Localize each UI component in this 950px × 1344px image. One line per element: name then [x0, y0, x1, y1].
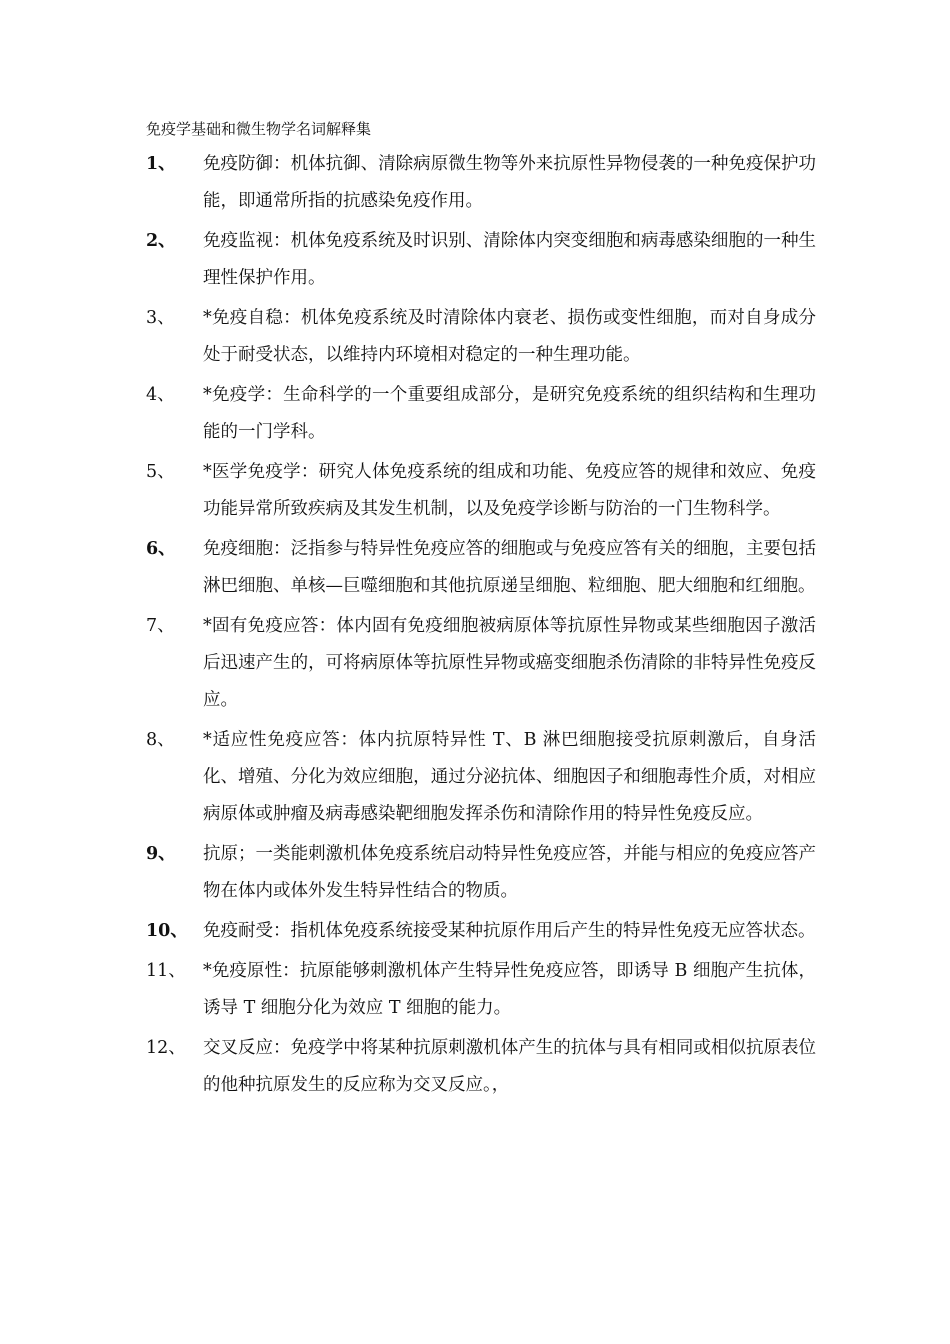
entry-number: 7、	[146, 616, 175, 636]
entry-text: *免疫自稳：机体免疫系统及时清除体内衰老、损伤或变性细胞，而对自身成分处于耐受状态，以维持内环境相对稳定的一种生理功能。	[203, 308, 816, 365]
entry-number: 12、	[146, 1038, 186, 1058]
entry-number: 5、	[146, 462, 175, 482]
glossary-entry-7	[146, 608, 816, 719]
entry-number: 1、	[146, 154, 176, 174]
entry-number: 3、	[146, 308, 175, 328]
glossary-entry-10	[146, 913, 816, 950]
entry-text: 交叉反应：免疫学中将某种抗原刺激机体产生的抗体与具有相同或相似抗原表位的他种抗原发生的反应称为交叉反应。，	[203, 1038, 816, 1095]
entry-number: 8、	[146, 730, 175, 750]
glossary-entry-8	[146, 722, 816, 833]
entry-text: *适应性免疫应答：体内抗原特异性 T、B 淋巴细胞接受抗原刺激后，自身活化、增殖、分化为效应细胞，通过分泌抗体、细胞因子和细胞毒性介质，对相应病原体或肿瘤及病毒感染靶细胞发挥杀伤和清除作用的特异性免疫反应。	[203, 730, 816, 824]
entry-text: 抗原；一类能刺激机体免疫系统启动特异性免疫应答，并能与相应的免疫应答产物在体内或体外发生特异性结合的物质。	[203, 844, 816, 901]
glossary-entry-6	[146, 531, 816, 605]
entry-number: 10、	[146, 921, 188, 941]
entry-number: 4、	[146, 385, 175, 405]
document-title: 免疫学基础和微生物学名词解释集	[146, 120, 372, 138]
entry-text: 免疫防御：机体抗御、清除病原微生物等外来抗原性异物侵袭的一种免疫保护功能，即通常所指的抗感染免疫作用。	[203, 154, 816, 211]
entry-text: *医学免疫学：研究人体免疫系统的组成和功能、免疫应答的规律和效应、免疫功能异常所致疾病及其发生机制，以及免疫学诊断与防治的一门生物科学。	[203, 462, 816, 519]
glossary-entry-12	[146, 1030, 816, 1104]
entry-text: *固有免疫应答：体内固有免疫细胞被病原体等抗原性异物或某些细胞因子激活后迅速产生的，可将病原体等抗原性异物或癌变细胞杀伤清除的非特异性免疫反应。	[203, 616, 816, 710]
entry-number: 11、	[146, 961, 186, 981]
entry-text: *免疫原性：抗原能够刺激机体产生特异性免疫应答，即诱导 B 细胞产生抗体，诱导 T 细胞分化为效应 T 细胞的能力。	[203, 961, 816, 1018]
glossary-entry-2	[146, 223, 816, 297]
glossary-entry-3	[146, 300, 816, 374]
entry-text: 免疫监视：机体免疫系统及时识别、清除体内突变细胞和病毒感染细胞的一种生理性保护作用。	[203, 231, 816, 288]
glossary-entry-9	[146, 836, 816, 910]
entry-number: 2、	[146, 231, 176, 251]
glossary-entry-11	[146, 953, 816, 1027]
entry-number: 6、	[146, 539, 176, 559]
entry-text: 免疫细胞：泛指参与特异性免疫应答的细胞或与免疫应答有关的细胞，主要包括淋巴细胞、单核—巨噬细胞和其他抗原递呈细胞、粒细胞、肥大细胞和红细胞。	[203, 539, 816, 596]
glossary-entry-5	[146, 454, 816, 528]
glossary-list	[146, 146, 816, 1107]
entry-text: 免疫耐受：指机体免疫系统接受某种抗原作用后产生的特异性免疫无应答状态。	[203, 921, 816, 941]
glossary-entry-4	[146, 377, 816, 451]
entry-number: 9、	[146, 844, 176, 864]
entry-text: *免疫学：生命科学的一个重要组成部分，是研究免疫系统的组织结构和生理功能的一门学科。	[203, 385, 816, 442]
glossary-entry-1	[146, 146, 816, 220]
